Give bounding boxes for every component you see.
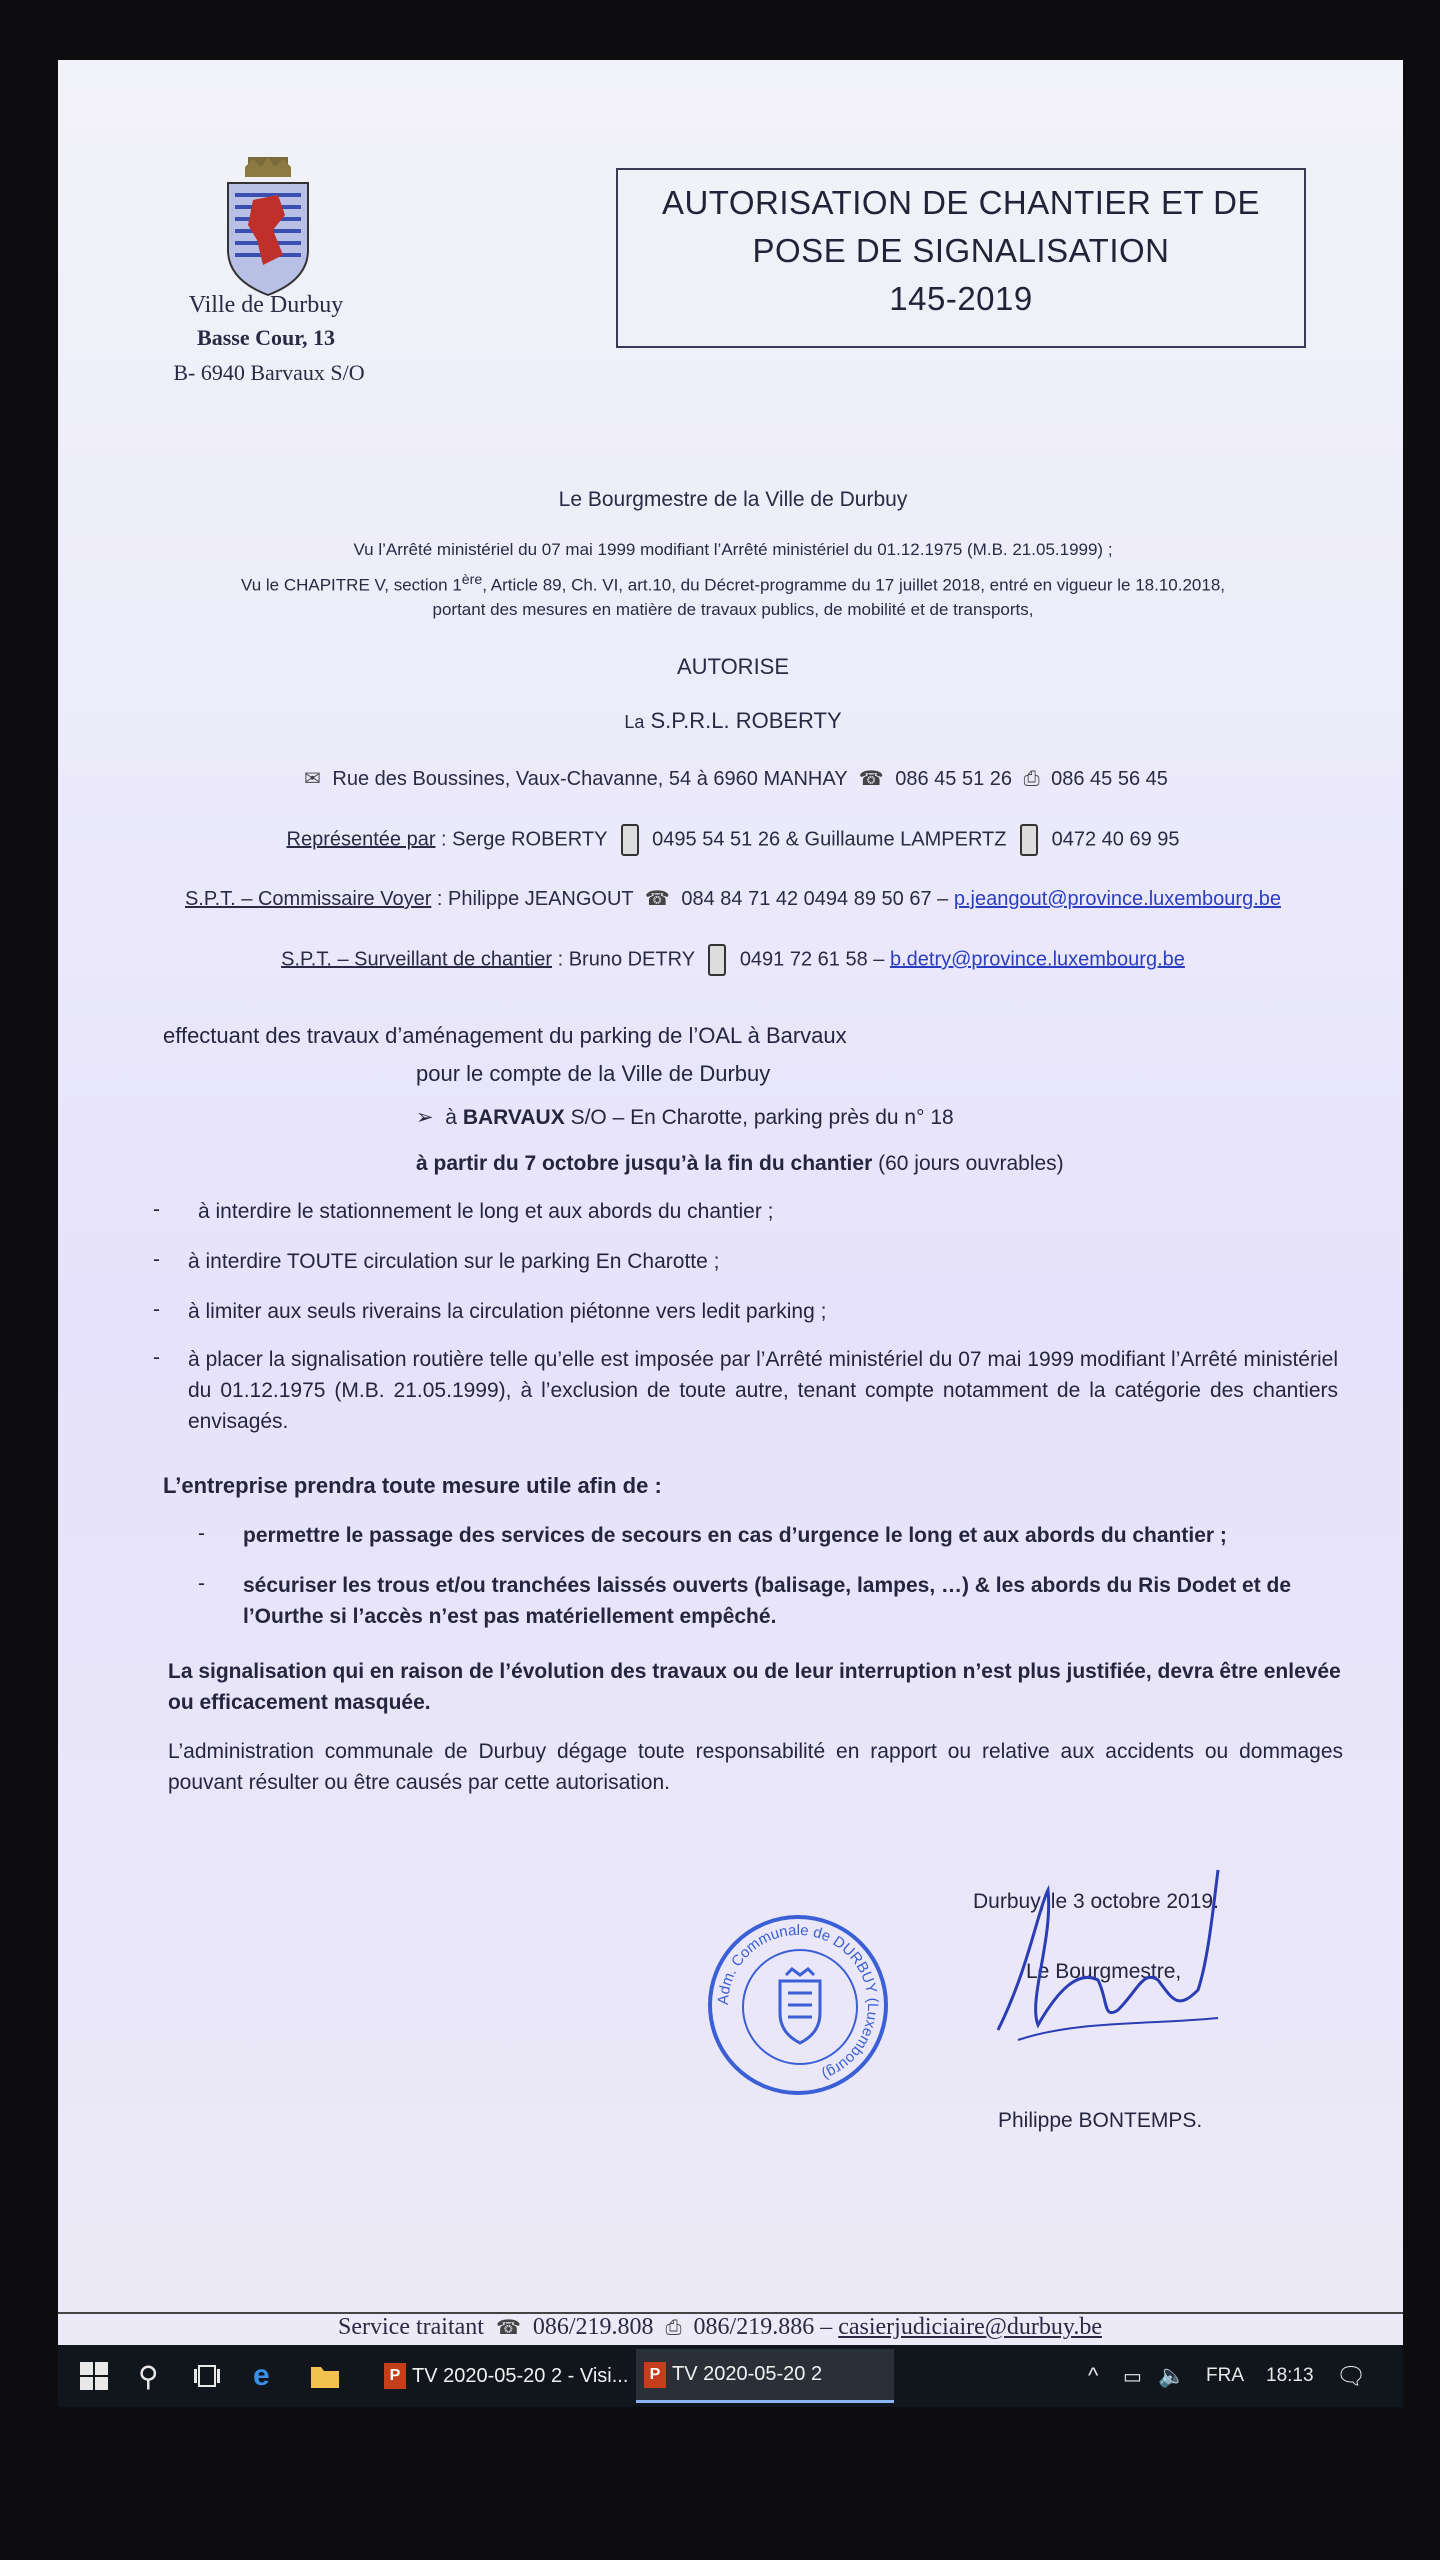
spt-commissaire-line: [118, 886, 1348, 911]
representative-2-phone: 0472 40 69 95: [1051, 828, 1180, 851]
svg-text:Adm. Communale de DURBUY (Luxe: [715, 1922, 881, 2083]
spt-commissaire-name: : Philippe JEANGOUT: [436, 888, 634, 910]
windows-taskbar: [58, 2345, 1403, 2407]
handwritten-signature-icon: [968, 1850, 1248, 2050]
company-line: [118, 708, 1348, 734]
task-2-label: TV 2020-05-20 2: [672, 2363, 823, 2385]
municipality-address-line1: Basse Cour, 13: [197, 325, 335, 350]
measure-dash: -: [153, 1298, 160, 1321]
fax-icon: ⎙: [1023, 768, 1040, 790]
spt-commissaire-phones: 084 84 71 42 0494 89 50 67 –: [681, 888, 949, 910]
company-address: Rue des Boussines, Vaux-Chavanne, 54 à 6960 MANHAY: [332, 768, 848, 790]
task-view-icon: [193, 2362, 221, 2390]
show-hidden-icons-button[interactable]: [1088, 2353, 1098, 2399]
footer-contact: [338, 2314, 1102, 2341]
mobile-phone-icon: [1020, 824, 1038, 856]
chevron-up-icon: ^: [1088, 2363, 1099, 2388]
telephone-icon: ☎: [644, 888, 670, 910]
powerpoint-icon: P: [384, 2363, 406, 2389]
authority-line: Le Bourgmestre de la Ville de Durbuy: [558, 488, 908, 511]
location-town: BARVAUX: [462, 1106, 565, 1129]
autorise-heading: AUTORISE: [676, 654, 790, 679]
enterprise-item-1: permettre le passage des services de secours en cas d’urgence le long et aux abords du chantier ;: [243, 1524, 1227, 1547]
measure-dash: -: [153, 1198, 160, 1221]
representative-1-phone: 0495 54 51 26: [652, 828, 781, 851]
footer-label: Service traitant: [338, 2314, 484, 2340]
edge-button[interactable]: [253, 2353, 289, 2399]
works-location: [416, 1102, 954, 1133]
letter-icon: ✉: [304, 768, 321, 790]
vu-line2-text-b: , Article 89, Ch. VI, art.10, du Décret-programme du 17 juillet 2018, entré en vigueur le 18.10.2018,: [482, 575, 1226, 595]
representatives-separator: &: [785, 828, 799, 851]
municipality-address-line2: B- 6940 Barvaux S/O: [173, 360, 365, 385]
representatives-line: [118, 824, 1348, 856]
spt-surveillant-email-link[interactable]: b.detry@province.luxembourg.be: [889, 948, 1185, 971]
company-tel: 086 45 51 26: [895, 768, 1012, 790]
footer-fax: 086/219.886 –: [693, 2314, 833, 2340]
spt-commissaire-label: S.P.T. – Commissaire Voyer: [184, 888, 432, 910]
network-button[interactable]: [1123, 2353, 1142, 2399]
task-1-label: TV 2020-05-20 2 - Visi...: [412, 2364, 629, 2387]
task-view-button[interactable]: [193, 2353, 229, 2399]
arrow-bullet-icon: ➢: [416, 1106, 434, 1129]
enterprise-intro: L’entreprise prendra toute mesure utile afin de :: [163, 1473, 662, 1498]
network-icon: ▭: [1123, 2365, 1142, 2388]
action-center-button[interactable]: [1336, 2353, 1366, 2399]
footer-tel: 086/219.808: [532, 2314, 654, 2340]
file-explorer-button[interactable]: [310, 2353, 346, 2399]
windows-logo-icon: [80, 2362, 108, 2390]
location-detail: S/O – En Charotte, parking près du n° 18: [570, 1106, 954, 1129]
spt-surveillant-name: : Bruno DETRY: [557, 948, 695, 971]
signer-name: Philippe BONTEMPS.: [998, 2109, 1203, 2132]
representative-1: : Serge ROBERTY: [441, 828, 608, 851]
company-prefix: La: [624, 712, 645, 732]
title-line2: POSE DE SIGNALISATION: [752, 232, 1170, 269]
taskbar-task-1[interactable]: [376, 2349, 631, 2403]
official-stamp-icon: [708, 1915, 888, 2095]
taskbar-task-2[interactable]: [636, 2349, 894, 2403]
disclaimer-paragraph: L’administration communale de Durbuy dégage toute responsabilité en rapport ou relative aux accidents ou dommages pouvant résulter ou être causés par cette autorisation.: [168, 1740, 1343, 1794]
durbuy-coat-of-arms-icon: [223, 155, 313, 305]
company-fax: 086 45 56 45: [1051, 768, 1168, 790]
vu-line2-text-a: Vu le CHAPITRE V, section 1: [240, 575, 462, 595]
clock[interactable]: 18:13: [1266, 2365, 1314, 2386]
measure-item-3: à limiter aux seuls riverains la circulation piétonne vers ledit parking ;: [188, 1300, 827, 1323]
powerpoint-icon: P: [644, 2362, 666, 2388]
search-icon: ⚲: [138, 2360, 159, 2392]
spt-commissaire-email-link[interactable]: p.jeangout@province.luxembourg.be: [953, 888, 1282, 910]
spt-surveillant-phone: 0491 72 61 58 –: [739, 948, 885, 971]
company-address-line: [118, 766, 1348, 791]
mobile-phone-icon: [621, 824, 639, 856]
enterprise-dash: -: [198, 1522, 205, 1545]
volume-button[interactable]: [1158, 2353, 1185, 2399]
place-date: Durbuy, le 3 octobre 2019.: [973, 1890, 1219, 1913]
measure-dash: -: [153, 1346, 160, 1369]
fax-icon: ⎙: [665, 2317, 682, 2339]
search-button[interactable]: [138, 2353, 174, 2399]
stamp-text: Adm. Communale de DURBUY (Luxembourg): [714, 1921, 882, 2084]
spt-surveillant-line: [118, 944, 1348, 976]
location-prefix: à: [445, 1106, 457, 1129]
measure-item-1: à interdire le stationnement le long et aux abords du chantier ;: [198, 1200, 774, 1223]
signalisation-paragraph: La signalisation qui en raison de l’évolution des travaux ou de leur interruption n’est plus justifiée, devra être enlevée ou efficacement masquée.: [168, 1660, 1341, 1714]
title-number: 145-2019: [889, 280, 1033, 317]
vu-line3: portant des mesures en matière de travaux publics, de mobilité et de transports,: [432, 600, 1034, 619]
edge-browser-icon: e: [253, 2359, 270, 2392]
spt-surveillant-label: S.P.T. – Surveillant de chantier: [281, 948, 553, 971]
speaker-icon: 🔈: [1158, 2363, 1186, 2388]
language-button[interactable]: FRA: [1206, 2365, 1244, 2386]
enterprise-item-2: sécuriser les trous et/ou tranchées laissés ouverts (balisage, lampes, …) & les abords du Ris Dodet et de l’Ourthe si l’accès n’est pas matériellement empêché.: [243, 1574, 1292, 1628]
mobile-phone-icon: [708, 944, 726, 976]
measure-item-2: à interdire TOUTE circulation sur le parking En Charotte ;: [188, 1250, 720, 1273]
period-dates: à partir du 7 octobre jusqu’à la fin du chantier: [416, 1152, 873, 1175]
title-line1: AUTORISATION DE CHANTIER ET DE: [661, 184, 1261, 221]
vu-line2-superscript: ère: [461, 572, 483, 588]
municipality-name: Ville de Durbuy: [188, 292, 344, 318]
representative-2: Guillaume LAMPERTZ: [804, 828, 1007, 851]
enterprise-dash: -: [198, 1572, 205, 1595]
stamp-ring-text: [712, 1919, 884, 2091]
vu-line2: [118, 572, 1348, 596]
works-period: [416, 1148, 1064, 1179]
works-line2: pour le compte de la Ville de Durbuy: [416, 1061, 771, 1086]
telephone-icon: ☎: [858, 768, 884, 790]
period-duration: (60 jours ouvrables): [878, 1152, 1064, 1175]
telephone-icon: ☎: [495, 2317, 521, 2339]
representatives-label: Représentée par: [286, 828, 436, 851]
measure-item-4: à placer la signalisation routière telle qu’elle est imposée par l’Arrêté ministériel du 07 mai 1999 modifiant l’Arrêté ministériel du 01.12.1975 (M.B. 21.05.1999), à l’exclusion de toute autre, tenant compte notamment de la catégorie des chantiers envisagés.: [188, 1348, 1338, 1433]
start-button[interactable]: [80, 2353, 116, 2399]
folder-icon: [310, 2363, 340, 2389]
footer-email-link[interactable]: casierjudiciaire@durbuy.be: [838, 2314, 1102, 2340]
document-title-box: [616, 168, 1306, 348]
signer-title: Le Bourgmestre,: [1026, 1960, 1182, 1983]
measure-dash: -: [153, 1248, 160, 1271]
company-name: S.P.R.L. ROBERTY: [650, 708, 842, 733]
document-viewer: [58, 60, 1403, 2345]
notification-icon: 🗨: [1336, 2362, 1367, 2390]
vu-line1: Vu l’Arrêté ministériel du 07 mai 1999 modifiant l’Arrêté ministériel du 01.12.1975 (M.B. 21.05.1999) ;: [353, 540, 1113, 559]
works-line1: effectuant des travaux d’aménagement du parking de l’OAL à Barvaux: [163, 1023, 847, 1048]
